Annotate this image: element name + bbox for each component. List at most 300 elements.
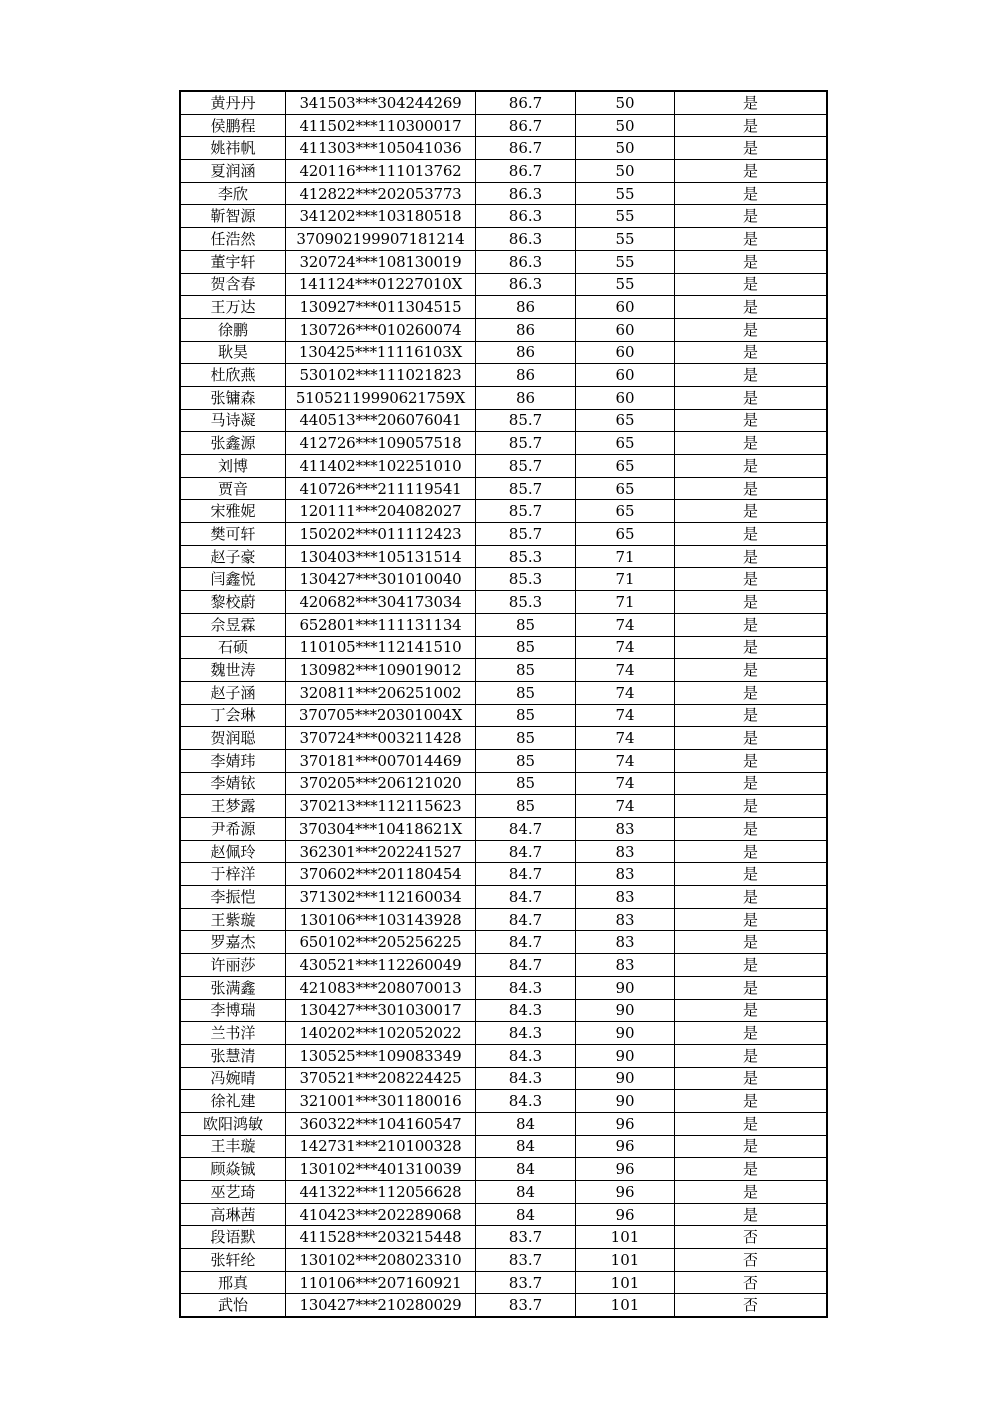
score-cell: 85.7 [476,432,576,455]
qualified-cell: 是 [675,727,828,750]
score-cell: 84.7 [476,818,576,841]
table-row [180,250,827,273]
qualified-cell: 是 [675,182,828,205]
table-row [180,386,827,409]
qualified-cell: 是 [675,999,828,1022]
score-cell: 86 [476,386,576,409]
score-cell: 85.7 [476,500,576,523]
qualified-cell: 否 [675,1249,828,1272]
rank-cell: 71 [576,545,675,568]
table-row [180,591,827,614]
table-row [180,749,827,772]
name-cell: 冯婉晴 [180,1067,286,1090]
rank-cell: 71 [576,568,675,591]
name-cell: 徐礼建 [180,1090,286,1113]
id-number-cell: 370902199907181214 [286,228,476,251]
score-cell: 84.3 [476,1067,576,1090]
qualified-cell: 是 [675,1022,828,1045]
qualified-cell: 是 [675,318,828,341]
rank-cell: 74 [576,704,675,727]
name-cell: 顾焱铖 [180,1158,286,1181]
name-cell: 张镛森 [180,386,286,409]
id-number-cell: 142731***210100328 [286,1135,476,1158]
table-row [180,296,827,319]
qualified-cell: 是 [675,636,828,659]
table-row [180,704,827,727]
name-cell: 耿昊 [180,341,286,364]
qualified-cell: 是 [675,1203,828,1226]
score-cell: 85 [476,659,576,682]
id-number-cell: 650102***205256225 [286,931,476,954]
table-row [180,137,827,160]
table-row [180,160,827,183]
id-number-cell: 130102***208023310 [286,1249,476,1272]
score-cell: 83.7 [476,1249,576,1272]
name-cell: 许丽莎 [180,954,286,977]
qualified-cell: 否 [675,1271,828,1294]
qualified-cell: 是 [675,205,828,228]
rank-cell: 90 [576,1044,675,1067]
score-cell: 84.3 [476,999,576,1022]
score-cell: 84.7 [476,840,576,863]
id-number-cell: 341503***304244269 [286,91,476,114]
rank-cell: 74 [576,659,675,682]
name-cell: 黄丹丹 [180,91,286,114]
name-cell: 巫艺琦 [180,1181,286,1204]
id-number-cell: 150202***011112423 [286,523,476,546]
score-cell: 85 [476,727,576,750]
name-cell: 罗嘉杰 [180,931,286,954]
qualified-cell: 是 [675,250,828,273]
table-row [180,341,827,364]
score-cell: 85.3 [476,591,576,614]
qualified-cell: 是 [675,1158,828,1181]
id-number-cell: 110105***112141510 [286,636,476,659]
rank-cell: 60 [576,386,675,409]
qualified-cell: 是 [675,976,828,999]
id-number-cell: 51052119990621759X [286,386,476,409]
table-row [180,500,827,523]
qualified-cell: 是 [675,228,828,251]
id-number-cell: 360322***104160547 [286,1112,476,1135]
rank-cell: 83 [576,818,675,841]
qualified-cell: 否 [675,1294,828,1317]
score-cell: 85 [476,772,576,795]
table-row [180,228,827,251]
table-row [180,954,827,977]
table-row [180,545,827,568]
table-row [180,681,827,704]
table-row [180,727,827,750]
rank-cell: 65 [576,523,675,546]
table-row [180,273,827,296]
name-cell: 贺润聪 [180,727,286,750]
qualified-cell: 是 [675,455,828,478]
score-cell: 86 [476,318,576,341]
table-row [180,318,827,341]
id-number-cell: 530102***111021823 [286,364,476,387]
name-cell: 李振恺 [180,886,286,909]
score-cell: 85 [476,749,576,772]
qualified-cell: 是 [675,364,828,387]
table-row [180,908,827,931]
id-number-cell: 141124***01227010X [286,273,476,296]
rank-cell: 65 [576,500,675,523]
table-row [180,636,827,659]
rank-cell: 96 [576,1135,675,1158]
rank-cell: 90 [576,1067,675,1090]
score-cell: 84 [476,1158,576,1181]
name-cell: 王万达 [180,296,286,319]
rank-cell: 101 [576,1226,675,1249]
name-cell: 石硕 [180,636,286,659]
rank-cell: 71 [576,591,675,614]
results-table [179,90,828,1318]
table-row [180,1294,827,1317]
rank-cell: 83 [576,954,675,977]
score-cell: 86.7 [476,91,576,114]
score-cell: 83.7 [476,1226,576,1249]
name-cell: 魏世涛 [180,659,286,682]
qualified-cell: 是 [675,1090,828,1113]
rank-cell: 65 [576,477,675,500]
rank-cell: 50 [576,137,675,160]
id-number-cell: 130726***010260074 [286,318,476,341]
qualified-cell: 是 [675,659,828,682]
score-cell: 86.7 [476,114,576,137]
score-cell: 86.7 [476,160,576,183]
table-row [180,91,827,114]
name-cell: 樊可轩 [180,523,286,546]
rank-cell: 74 [576,681,675,704]
name-cell: 邢真 [180,1271,286,1294]
id-number-cell: 370181***007014469 [286,749,476,772]
rank-cell: 96 [576,1112,675,1135]
qualified-cell: 是 [675,591,828,614]
name-cell: 张满鑫 [180,976,286,999]
qualified-cell: 是 [675,296,828,319]
id-number-cell: 411402***102251010 [286,455,476,478]
id-number-cell: 321001***301180016 [286,1090,476,1113]
name-cell: 李婧玮 [180,749,286,772]
name-cell: 马诗凝 [180,409,286,432]
qualified-cell: 是 [675,1067,828,1090]
rank-cell: 60 [576,341,675,364]
rank-cell: 55 [576,182,675,205]
rank-cell: 83 [576,931,675,954]
qualified-cell: 是 [675,795,828,818]
score-cell: 84.7 [476,886,576,909]
id-number-cell: 441322***112056628 [286,1181,476,1204]
name-cell: 赵子涵 [180,681,286,704]
qualified-cell: 是 [675,409,828,432]
score-cell: 84 [476,1181,576,1204]
name-cell: 侯鹏程 [180,114,286,137]
table-row [180,1112,827,1135]
score-cell: 86.3 [476,228,576,251]
score-cell: 84.7 [476,863,576,886]
score-cell: 86 [476,341,576,364]
name-cell: 李博瑞 [180,999,286,1022]
qualified-cell: 是 [675,523,828,546]
score-cell: 86 [476,296,576,319]
id-number-cell: 130106***103143928 [286,908,476,931]
id-number-cell: 371302***112160034 [286,886,476,909]
score-cell: 86.3 [476,205,576,228]
name-cell: 夏润涵 [180,160,286,183]
qualified-cell: 是 [675,1181,828,1204]
rank-cell: 50 [576,114,675,137]
name-cell: 宋雅妮 [180,500,286,523]
rank-cell: 74 [576,795,675,818]
table-row [180,840,827,863]
rank-cell: 55 [576,205,675,228]
name-cell: 尹希源 [180,818,286,841]
id-number-cell: 412822***202053773 [286,182,476,205]
name-cell: 赵佩玲 [180,840,286,863]
score-cell: 84.3 [476,976,576,999]
qualified-cell: 是 [675,1044,828,1067]
rank-cell: 74 [576,613,675,636]
rank-cell: 55 [576,228,675,251]
id-number-cell: 370521***208224425 [286,1067,476,1090]
qualified-cell: 是 [675,545,828,568]
qualified-cell: 否 [675,1226,828,1249]
id-number-cell: 411303***105041036 [286,137,476,160]
qualified-cell: 是 [675,477,828,500]
name-cell: 董宇轩 [180,250,286,273]
table-row [180,1135,827,1158]
name-cell: 贾音 [180,477,286,500]
name-cell: 王梦露 [180,795,286,818]
name-cell: 武怡 [180,1294,286,1317]
rank-cell: 83 [576,886,675,909]
qualified-cell: 是 [675,500,828,523]
qualified-cell: 是 [675,772,828,795]
score-cell: 84 [476,1135,576,1158]
table-row [180,1249,827,1272]
qualified-cell: 是 [675,568,828,591]
score-cell: 86.3 [476,182,576,205]
score-cell: 84.3 [476,1090,576,1113]
rank-cell: 96 [576,1158,675,1181]
id-number-cell: 421083***208070013 [286,976,476,999]
rank-cell: 74 [576,749,675,772]
id-number-cell: 320724***108130019 [286,250,476,273]
name-cell: 佘昱霖 [180,613,286,636]
qualified-cell: 是 [675,886,828,909]
id-number-cell: 110106***207160921 [286,1271,476,1294]
qualified-cell: 是 [675,863,828,886]
results-table-body [180,91,827,1317]
qualified-cell: 是 [675,1135,828,1158]
rank-cell: 101 [576,1294,675,1317]
id-number-cell: 652801***111131134 [286,613,476,636]
name-cell: 欧阳鸿敏 [180,1112,286,1135]
qualified-cell: 是 [675,931,828,954]
name-cell: 兰书洋 [180,1022,286,1045]
id-number-cell: 411528***203215448 [286,1226,476,1249]
id-number-cell: 140202***102052022 [286,1022,476,1045]
rank-cell: 65 [576,455,675,478]
table-row [180,613,827,636]
name-cell: 李欣 [180,182,286,205]
name-cell: 张轩纶 [180,1249,286,1272]
score-cell: 85.3 [476,568,576,591]
table-row [180,1226,827,1249]
rank-cell: 74 [576,772,675,795]
id-number-cell: 370213***112115623 [286,795,476,818]
id-number-cell: 130982***109019012 [286,659,476,682]
id-number-cell: 130425***11116103X [286,341,476,364]
name-cell: 任浩然 [180,228,286,251]
score-cell: 84 [476,1203,576,1226]
score-cell: 86 [476,364,576,387]
score-cell: 85.3 [476,545,576,568]
table-row [180,523,827,546]
id-number-cell: 370705***20301004X [286,704,476,727]
table-row [180,1181,827,1204]
score-cell: 85 [476,795,576,818]
table-row [180,409,827,432]
score-cell: 85.7 [476,455,576,478]
table-row [180,795,827,818]
rank-cell: 55 [576,250,675,273]
id-number-cell: 370205***206121020 [286,772,476,795]
table-row [180,182,827,205]
table-row [180,999,827,1022]
id-number-cell: 430521***112260049 [286,954,476,977]
rank-cell: 60 [576,296,675,319]
score-cell: 84.7 [476,931,576,954]
name-cell: 于梓洋 [180,863,286,886]
rank-cell: 74 [576,727,675,750]
score-cell: 85 [476,636,576,659]
name-cell: 李婧铱 [180,772,286,795]
table-row [180,364,827,387]
id-number-cell: 412726***109057518 [286,432,476,455]
score-cell: 84.7 [476,954,576,977]
id-number-cell: 370724***003211428 [286,727,476,750]
name-cell: 王丰璇 [180,1135,286,1158]
score-cell: 85.7 [476,477,576,500]
name-cell: 赵子豪 [180,545,286,568]
name-cell: 徐鹏 [180,318,286,341]
rank-cell: 90 [576,1090,675,1113]
name-cell: 黎校蔚 [180,591,286,614]
qualified-cell: 是 [675,341,828,364]
qualified-cell: 是 [675,137,828,160]
qualified-cell: 是 [675,432,828,455]
score-cell: 86.3 [476,273,576,296]
name-cell: 贺含春 [180,273,286,296]
score-cell: 83.7 [476,1271,576,1294]
id-number-cell: 410423***202289068 [286,1203,476,1226]
table-row [180,1090,827,1113]
qualified-cell: 是 [675,954,828,977]
score-cell: 84.3 [476,1022,576,1045]
qualified-cell: 是 [675,273,828,296]
qualified-cell: 是 [675,749,828,772]
qualified-cell: 是 [675,114,828,137]
qualified-cell: 是 [675,908,828,931]
qualified-cell: 是 [675,818,828,841]
id-number-cell: 362301***202241527 [286,840,476,863]
id-number-cell: 130427***210280029 [286,1294,476,1317]
score-cell: 84.7 [476,908,576,931]
name-cell: 丁会琳 [180,704,286,727]
rank-cell: 60 [576,364,675,387]
table-row [180,568,827,591]
rank-cell: 101 [576,1271,675,1294]
name-cell: 高琳茜 [180,1203,286,1226]
name-cell: 张鑫源 [180,432,286,455]
name-cell: 张慧清 [180,1044,286,1067]
id-number-cell: 420682***304173034 [286,591,476,614]
qualified-cell: 是 [675,160,828,183]
name-cell: 靳智源 [180,205,286,228]
table-row [180,114,827,137]
table-row [180,863,827,886]
table-row [180,205,827,228]
table-row [180,1044,827,1067]
name-cell: 刘博 [180,455,286,478]
rank-cell: 101 [576,1249,675,1272]
qualified-cell: 是 [675,386,828,409]
qualified-cell: 是 [675,681,828,704]
table-row [180,818,827,841]
table-row [180,931,827,954]
table-row [180,1067,827,1090]
name-cell: 姚祎帆 [180,137,286,160]
name-cell: 闫鑫悦 [180,568,286,591]
id-number-cell: 130427***301030017 [286,999,476,1022]
table-row [180,1271,827,1294]
id-number-cell: 130427***301010040 [286,568,476,591]
id-number-cell: 130403***105131514 [286,545,476,568]
name-cell: 杜欣燕 [180,364,286,387]
rank-cell: 50 [576,91,675,114]
id-number-cell: 130927***011304515 [286,296,476,319]
id-number-cell: 341202***103180518 [286,205,476,228]
name-cell: 王紫璇 [180,908,286,931]
rank-cell: 90 [576,1022,675,1045]
rank-cell: 83 [576,908,675,931]
rank-cell: 90 [576,976,675,999]
rank-cell: 74 [576,636,675,659]
rank-cell: 60 [576,318,675,341]
rank-cell: 55 [576,273,675,296]
id-number-cell: 130525***109083349 [286,1044,476,1067]
rank-cell: 96 [576,1203,675,1226]
table-row [180,1203,827,1226]
qualified-cell: 是 [675,704,828,727]
score-cell: 85.7 [476,409,576,432]
qualified-cell: 是 [675,1112,828,1135]
table-row [180,772,827,795]
score-cell: 85 [476,613,576,636]
name-cell: 段语默 [180,1226,286,1249]
score-cell: 86.7 [476,137,576,160]
table-row [180,1022,827,1045]
rank-cell: 50 [576,160,675,183]
id-number-cell: 120111***204082027 [286,500,476,523]
id-number-cell: 320811***206251002 [286,681,476,704]
table-row [180,455,827,478]
table-row [180,477,827,500]
id-number-cell: 440513***206076041 [286,409,476,432]
table-row [180,432,827,455]
